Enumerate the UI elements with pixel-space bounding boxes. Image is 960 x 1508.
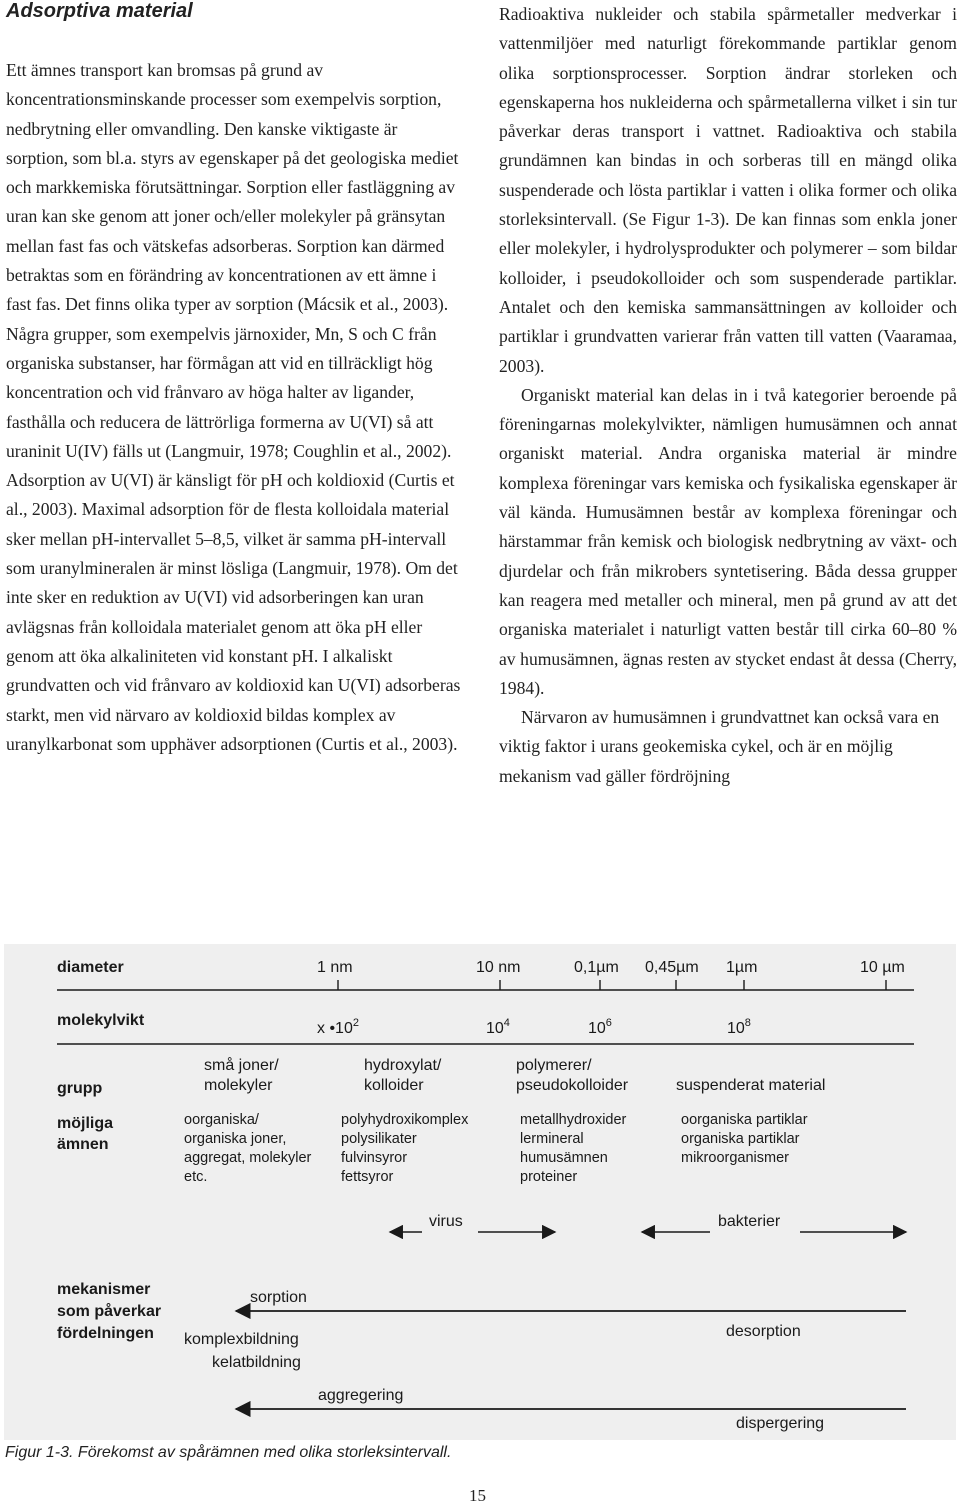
substance-item: metallhydroxider <box>520 1112 627 1128</box>
substance-item: organiska joner, <box>184 1131 287 1147</box>
virus-label: virus <box>429 1213 463 1230</box>
molekylvikt-tick: x $•10^2$ <box>317 1017 359 1037</box>
diameter-tick: 0,45µm <box>645 959 699 976</box>
molekylvikt-tick: $10^8$ <box>727 1017 751 1037</box>
substance-item: fettsyror <box>341 1169 394 1185</box>
section-heading: Adsorptiva material <box>6 0 193 22</box>
substance-item: polysilikater <box>341 1131 417 1147</box>
aggregering-label: aggregering <box>318 1387 404 1404</box>
row-label-fordelningen: fördelningen <box>57 1325 154 1342</box>
desorption-label: desorption <box>726 1323 801 1340</box>
kelatbildning-label: kelatbildning <box>212 1354 301 1371</box>
group-label: hydroxylat/ <box>364 1057 442 1074</box>
substance-item: fulvinsyror <box>341 1150 408 1166</box>
paragraph: Närvaron av humusämnen i grundvattnet kan också vara en viktig faktor i urans geokemiska cykel, och är en möjlig mekanism vad gäller fördröjning <box>499 707 940 786</box>
substance-item: proteiner <box>520 1169 578 1185</box>
row-label-amnen: ämnen <box>57 1136 109 1153</box>
substance-item: mikroorganismer <box>681 1150 789 1166</box>
substance-item: organiska partiklar <box>681 1131 800 1147</box>
substance-item: polyhydroxikomplex <box>341 1112 469 1128</box>
row-label-mekanismer: mekanismer <box>57 1281 151 1298</box>
page-number: 15 <box>469 1486 486 1505</box>
diameter-tick: 1µm <box>726 959 758 976</box>
row-label-grupp: grupp <box>57 1080 103 1097</box>
figure-caption: Figur 1-3. Förekomst av spårämnen med olika storleksintervall. <box>5 1444 452 1461</box>
right-text-column <box>499 0 957 791</box>
paragraph: Radioaktiva nukleider och stabila spårmetaller medverkar i vattenmiljöer med naturligt förekommande partiklar genom olika sorptionsprocesser. Sorption ändrar storleken och egenskaperna hos nukleiderna och spårmetallerna vilket i sin tur påverkar deras transport i vattnet. Radioaktiva och stabila grundämnen kan bindas in och sorberas till en mängd olika suspenderade och lösta partiklar i vatten i olika former och olika storleksintervall. (Se Figur 1-3). De kan finnas som enkla joner eller molekyler, i hydrolysprodukter och polymerer – som bildar kolloider, i pseudokolloider och som suspenderade partiklar. Antalet och den kemiska sammansättningen av kolloider och partiklar i grundvatten varierar från vatten till vatten (Vaaramaa, 2003). <box>499 4 957 376</box>
figure-diagram <box>4 944 956 1440</box>
diameter-tick: 10 µm <box>860 959 905 976</box>
substance-item: aggregat, molekyler <box>184 1150 312 1166</box>
substance-item: oorganiska partiklar <box>681 1112 808 1128</box>
group-label: små joner/ <box>204 1057 279 1074</box>
row-label-molekylvikt: molekylvikt <box>57 1012 145 1029</box>
diameter-tick: 1 nm <box>317 959 353 976</box>
substance-item: oorganiska/ <box>184 1112 259 1128</box>
paragraph: Organiskt material kan delas in i två kategorier beroende på föreningarnas molekylvikter, nämligen humusämnen och annat organiskt material. Andra organiska material är mindre komplexa föreningar vars kemiska och fysikaliska egenskaper är väl kända. Humusämnen består av komplexa föreningar och härstammar från kemisk och biologisk nedbrytning av växt- och djurdelar och från mikrobers syntetisering. Båda dessa grupper kan reagera med metaller och mineral, men på grund av att det organiska materialet i naturligt vatten består till cirka 60–80 % av humusämnen, ägnas resten av stycket endast åt dessa (Cherry, 1984). <box>499 384 957 698</box>
group-label: pseudokolloider <box>516 1077 629 1094</box>
komplexbildning-label: komplexbildning <box>184 1331 299 1348</box>
substance-item: humusämnen <box>520 1150 608 1166</box>
diameter-ticks <box>317 959 905 990</box>
row-label-diameter: diameter <box>57 959 124 976</box>
substance-item: lermineral <box>520 1131 584 1147</box>
groups <box>204 1056 825 1094</box>
group-label: kolloider <box>364 1077 424 1094</box>
molekylvikt-tick: $10^6$ <box>588 1017 612 1037</box>
paragraph: Ett ämnes transport kan bromsas på grund av koncentrationsminskande processer som exempelvis sorption, nedbrytning eller omvandling. Den kanske viktigaste är sorption, som bl.a. styrs av egenskaper på det geologiska mediet och markkemiska förutsättningar. Sorption eller fastläggning av uran kan ske genom att joner och/eller molekyler på gränsytan mellan fast fas och vätskefas adsorberas. Sorption kan därmed betraktas som en förändring av koncentrationen av ett ämne i fast fas. Det finns olika typer av sorption (Mácsik et al., 2003). Några grupper, som exempelvis järnoxider, Mn, S och C från organiska substanser, har förmågan att vid en tillräckligt hög koncentration och vid frånvaro av höga halter av ligander, fasthålla och reducera de lättrörliga formerna av U(VI) så att uraninit U(IV) fälls ut (Langmuir, 1978; Coughlin et al., 2002). Adsorption av U(VI) är känsligt för pH och koldioxid (Curtis et al., 2003). Maximal adsorption för de flesta kolloidala material sker mellan pH-intervallet 5–8,5, vilket är samma pH-intervall som uranylmineralen är minst lösliga (Langmuir, 1978). Om det inte sker en reduktion av U(VI) vid adsorberingen kan uran avlägsnas från kolloidala materialet genom att öka pH eller genom att öka alkaliniteten vid konstant pH. I alkaliskt grundvatten och vid frånvaro av koldioxid kan U(VI) adsorberas starkt, men vid närvaro av koldioxid bildas komplex av uranylkarbonat som upphäver adsorptionen (Curtis et al., 2003). <box>6 60 461 754</box>
bakterier-label: bakterier <box>718 1213 781 1230</box>
group-label: molekyler <box>204 1077 273 1094</box>
dispergering-label: dispergering <box>736 1415 825 1432</box>
group-label: polymerer/ <box>516 1057 592 1074</box>
group-label: suspenderat material <box>676 1077 826 1094</box>
diameter-tick: 10 nm <box>476 959 521 976</box>
row-label-som-paverkar: som påverkar <box>57 1303 162 1320</box>
molekylvikt-tick: $10^4$ <box>486 1017 510 1037</box>
sorption-label: sorption <box>250 1289 307 1306</box>
substance-item: etc. <box>184 1169 208 1185</box>
left-text-column <box>6 56 462 759</box>
row-label-mojliga: möjliga <box>57 1115 114 1132</box>
diameter-tick: 0,1µm <box>574 959 619 976</box>
substances <box>184 1112 808 1185</box>
size-range-figure <box>4 944 956 1440</box>
molekylvikt-ticks <box>317 1017 751 1037</box>
